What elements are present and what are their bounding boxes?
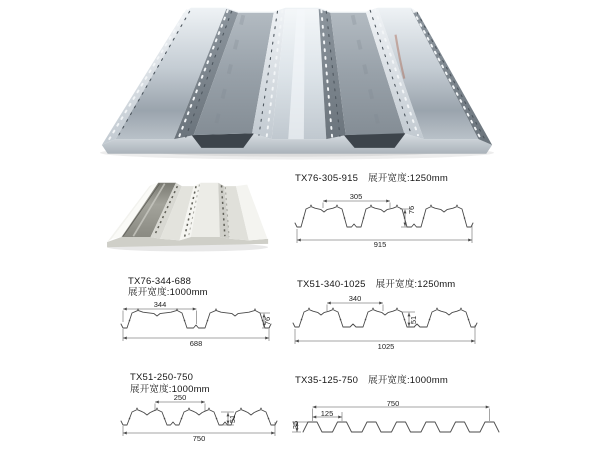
dim-height: 35 (291, 420, 300, 430)
diagram-tx51-340-1025 (288, 277, 488, 355)
dim-rib-pitch: 125 (320, 409, 334, 418)
model-code: TX35-125-750 (295, 375, 359, 386)
model-code: TX76-344-688 (128, 276, 192, 287)
diagram-tx35-125-750 (288, 373, 513, 448)
diagram-title (297, 279, 455, 290)
dim-cover-width: 1025 (377, 342, 395, 351)
dim-height: 51 (228, 414, 237, 424)
dim-height: 76 (263, 316, 272, 326)
unfolded-width: 展开宽度:1250mm (368, 173, 448, 184)
model-code: TX51-340-1025 (297, 279, 366, 290)
unfolded-width: 展开宽度:1000mm (130, 384, 210, 395)
deck-photo-secondary (93, 176, 283, 254)
diagram-tx76-344-688 (110, 275, 285, 355)
diagram-tx76-305-915 (288, 170, 483, 255)
dim-rib-pitch: 250 (173, 393, 187, 402)
dim-rib-pitch: 340 (348, 294, 362, 303)
deck2-surface (107, 183, 268, 247)
dim-rib-pitch: 305 (349, 192, 363, 201)
model-code: TX76-305-915 (295, 173, 359, 184)
dim-height: 76 (407, 205, 416, 215)
dim-height: 51 (409, 315, 418, 325)
dim-cover-width: 750 (386, 399, 400, 408)
dim-rib-pitch: 344 (153, 300, 167, 309)
unfolded-width: 展开宽度:1250mm (375, 279, 456, 290)
dim-cover-width: 688 (189, 339, 203, 348)
diagram-tx51-250-750 (112, 370, 292, 450)
unfolded-width: 展开宽度:1000mm (368, 375, 448, 386)
deck-surface (102, 8, 492, 145)
dim-cover-width: 750 (192, 434, 206, 443)
diagram-title (295, 375, 448, 386)
diagram-title (295, 173, 448, 184)
model-code: TX51-250-750 (130, 372, 194, 383)
dim-cover-width: 915 (373, 240, 387, 249)
deck-photo-main (97, 0, 497, 165)
unfolded-width: 展开宽度:1000mm (128, 287, 208, 298)
